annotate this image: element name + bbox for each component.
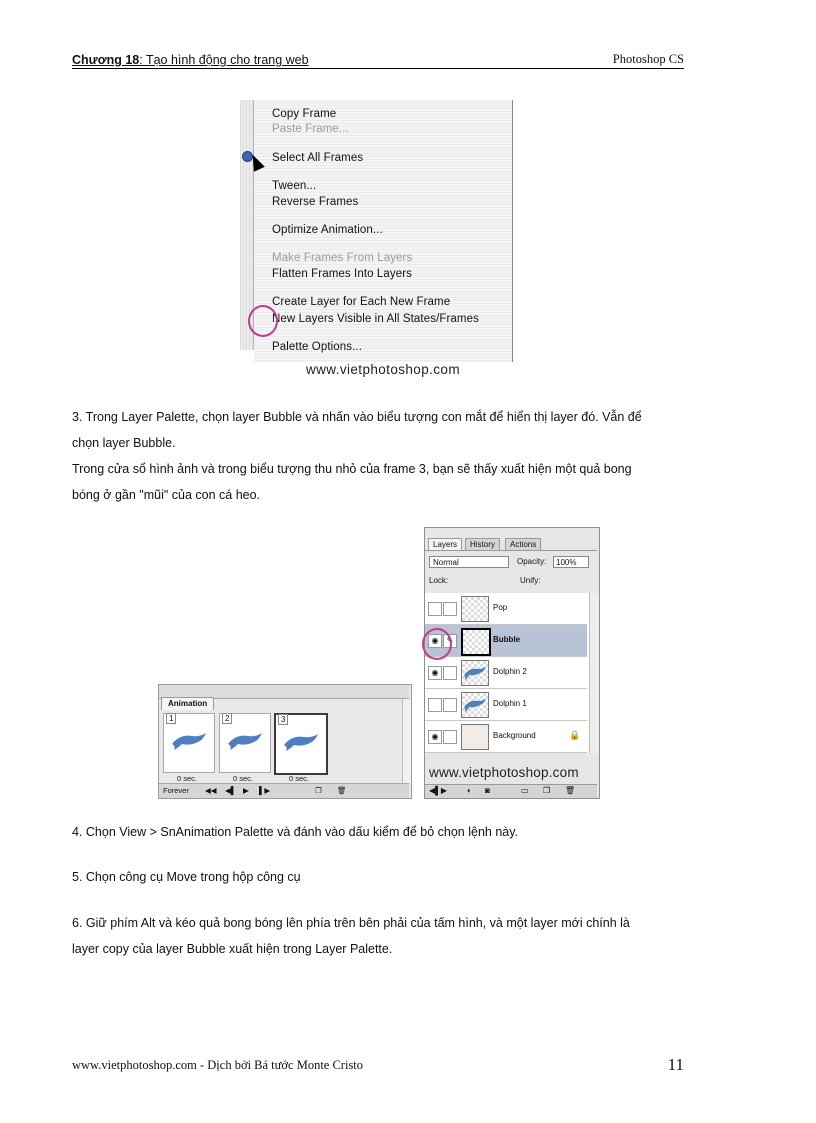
layer-thumbnail bbox=[461, 596, 489, 622]
step-3-text bbox=[72, 404, 692, 508]
visibility-toggle[interactable] bbox=[428, 698, 442, 712]
eye-icon[interactable]: ◉ bbox=[428, 634, 442, 648]
footer-source: www.vietphotoshop.com - Dịch bởi Bá tước Monte Cristo bbox=[72, 1058, 364, 1072]
loop-select[interactable]: Forever bbox=[163, 786, 189, 795]
layer-thumbnail bbox=[461, 628, 491, 656]
layer-row-pop[interactable] bbox=[425, 593, 587, 625]
layer-thumbnail bbox=[461, 692, 489, 718]
layer-name: Dolphin 2 bbox=[493, 667, 527, 676]
menu-item-optimize-animation[interactable]: Optimize Animation... bbox=[272, 224, 383, 236]
step-4-text: 4. Chọn View > SnAnimation Palette và đánh vào dấu kiểm để bỏ chọn lệnh này. bbox=[72, 825, 519, 839]
layers-scrollbar[interactable] bbox=[589, 593, 599, 753]
opacity-input[interactable]: 100% bbox=[553, 556, 589, 568]
menu-item-make-frames-from-layers[interactable]: Make Frames From Layers bbox=[272, 252, 413, 264]
layers-list bbox=[425, 593, 597, 753]
layer-mask-icon[interactable]: ◐ bbox=[467, 786, 472, 795]
previous-frame-icon[interactable]: ◀▌ bbox=[225, 786, 237, 795]
delete-layer-icon[interactable]: 🗑 bbox=[565, 786, 576, 795]
unify-label: Unify: bbox=[520, 576, 541, 585]
frame-number: 2 bbox=[222, 713, 232, 724]
animation-frame-1[interactable] bbox=[163, 713, 215, 773]
menu-item-create-layer-each-frame[interactable]: Create Layer for Each New Frame bbox=[272, 296, 451, 308]
text-line: layer copy của layer Bubble xuất hiện trong Layer Palette. bbox=[72, 942, 393, 956]
animation-palette bbox=[158, 684, 412, 799]
menu-item-select-all-frames[interactable]: Select All Frames bbox=[272, 152, 364, 164]
frame-delay[interactable]: 0 sec. bbox=[289, 774, 310, 783]
delete-frame-icon[interactable]: 🗑 bbox=[337, 786, 347, 795]
palette-menu bbox=[254, 100, 513, 362]
layer-row-dolphin-1[interactable] bbox=[425, 689, 587, 721]
palette-menu-screenshot bbox=[240, 100, 515, 382]
layer-name: Pop bbox=[493, 603, 508, 612]
dolphin-thumbnail bbox=[462, 661, 488, 685]
dolphin-thumbnail bbox=[170, 730, 208, 752]
lock-label: Lock: bbox=[429, 576, 449, 585]
frame-delay[interactable]: 0 sec. bbox=[177, 774, 198, 783]
menu-item-flatten-frames[interactable]: Flatten Frames Into Layers bbox=[272, 268, 413, 280]
page-header bbox=[72, 52, 684, 69]
frame-number: 3 bbox=[278, 714, 288, 725]
next-frame-icon[interactable]: ▌▶ bbox=[259, 786, 271, 795]
layers-palette bbox=[424, 527, 600, 799]
dolphin-thumbnail bbox=[462, 693, 488, 717]
dolphin-thumbnail bbox=[282, 731, 320, 753]
text-line: Trong cửa sổ hình ảnh và trong biểu tượng thu nhỏ của frame 3, bạn sẽ thấy xuất hiện một quả bong bbox=[72, 462, 632, 476]
layer-thumbnail bbox=[461, 660, 489, 686]
layer-name: Bubble bbox=[493, 635, 521, 644]
tab-actions[interactable]: Actions bbox=[505, 538, 541, 550]
animation-frame-3[interactable] bbox=[274, 713, 328, 775]
menu-item-new-layers-visible[interactable]: New Layers Visible in All States/Frames bbox=[272, 313, 479, 325]
page-footer bbox=[72, 1055, 684, 1075]
watermark: www.vietphotoshop.com bbox=[306, 362, 460, 377]
animation-scrollbar[interactable] bbox=[402, 699, 411, 783]
product-name: Photoshop CS bbox=[612, 52, 684, 66]
animation-frame-2[interactable] bbox=[219, 713, 271, 773]
tab-layers[interactable]: Layers bbox=[428, 538, 462, 550]
menu-item-paste-frame[interactable]: Paste Frame... bbox=[272, 123, 349, 135]
layer-row-background[interactable] bbox=[425, 721, 587, 753]
page-number: 11 bbox=[667, 1055, 684, 1074]
watermark: www.vietphotoshop.com bbox=[429, 765, 579, 780]
blend-mode-select[interactable]: Normal bbox=[429, 556, 509, 568]
step-6-text bbox=[72, 910, 692, 962]
tab-history[interactable]: History bbox=[465, 538, 500, 550]
animation-controls bbox=[159, 783, 409, 798]
eye-icon[interactable]: ◉ bbox=[428, 666, 442, 680]
new-layer-icon[interactable]: ❐ bbox=[543, 786, 551, 795]
layer-style-icon[interactable]: ◀▌▶ bbox=[429, 786, 447, 795]
link-toggle[interactable] bbox=[443, 666, 457, 680]
layer-name: Dolphin 1 bbox=[493, 699, 527, 708]
chapter-heading: Chương 18: Tạo hình động cho trang web bbox=[72, 53, 309, 67]
new-set-icon[interactable]: ▭ bbox=[521, 786, 529, 795]
layer-row-dolphin-2[interactable] bbox=[425, 657, 587, 689]
frame-number: 1 bbox=[166, 713, 176, 724]
menu-item-reverse-frames[interactable]: Reverse Frames bbox=[272, 196, 359, 208]
animation-layers-screenshot bbox=[158, 527, 598, 797]
menu-item-palette-options[interactable]: Palette Options... bbox=[272, 341, 363, 353]
opacity-label: Opacity: bbox=[517, 557, 547, 566]
highlight-circle bbox=[422, 628, 452, 660]
tab-animation[interactable]: Animation bbox=[161, 697, 214, 710]
highlight-circle bbox=[248, 305, 278, 337]
duplicate-frame-icon[interactable]: ❐ bbox=[315, 786, 322, 795]
layers-tab-bar bbox=[425, 537, 597, 551]
lock-icon: 🔒 bbox=[569, 730, 581, 740]
first-frame-icon[interactable]: ◀◀ bbox=[205, 786, 217, 795]
link-toggle[interactable] bbox=[443, 602, 457, 616]
menu-item-copy-frame[interactable]: Copy Frame bbox=[272, 108, 337, 120]
dolphin-thumbnail bbox=[226, 730, 264, 752]
link-toggle[interactable] bbox=[443, 698, 457, 712]
menu-item-tween[interactable]: Tween... bbox=[272, 180, 317, 192]
eye-icon[interactable]: ◉ bbox=[428, 730, 442, 744]
play-icon[interactable]: ▶ bbox=[243, 786, 249, 795]
link-toggle[interactable] bbox=[443, 730, 457, 744]
layer-thumbnail bbox=[461, 724, 489, 750]
text-line: 6. Giữ phím Alt và kéo quả bong bóng lên phía trên bên phải của tấm hình, và một layer mới chính là bbox=[72, 916, 630, 930]
visibility-toggle[interactable] bbox=[428, 602, 442, 616]
brush-icon[interactable]: ✎ bbox=[443, 634, 457, 648]
layer-name: Background bbox=[493, 731, 536, 740]
adjustment-layer-icon[interactable]: ◙ bbox=[485, 786, 490, 795]
step-5-text: 5. Chọn công cụ Move trong hộp công cụ bbox=[72, 870, 301, 884]
text-line: 3. Trong Layer Palette, chọn layer Bubble và nhấn vào biểu tượng con mắt để hiển thị layer đó. Vẫn để bbox=[72, 410, 642, 424]
text-line: chọn layer Bubble. bbox=[72, 436, 176, 450]
frame-delay[interactable]: 0 sec. bbox=[233, 774, 254, 783]
layers-bottom-bar bbox=[425, 784, 597, 798]
text-line: bóng ở gần "mũi" của con cá heo. bbox=[72, 488, 261, 502]
